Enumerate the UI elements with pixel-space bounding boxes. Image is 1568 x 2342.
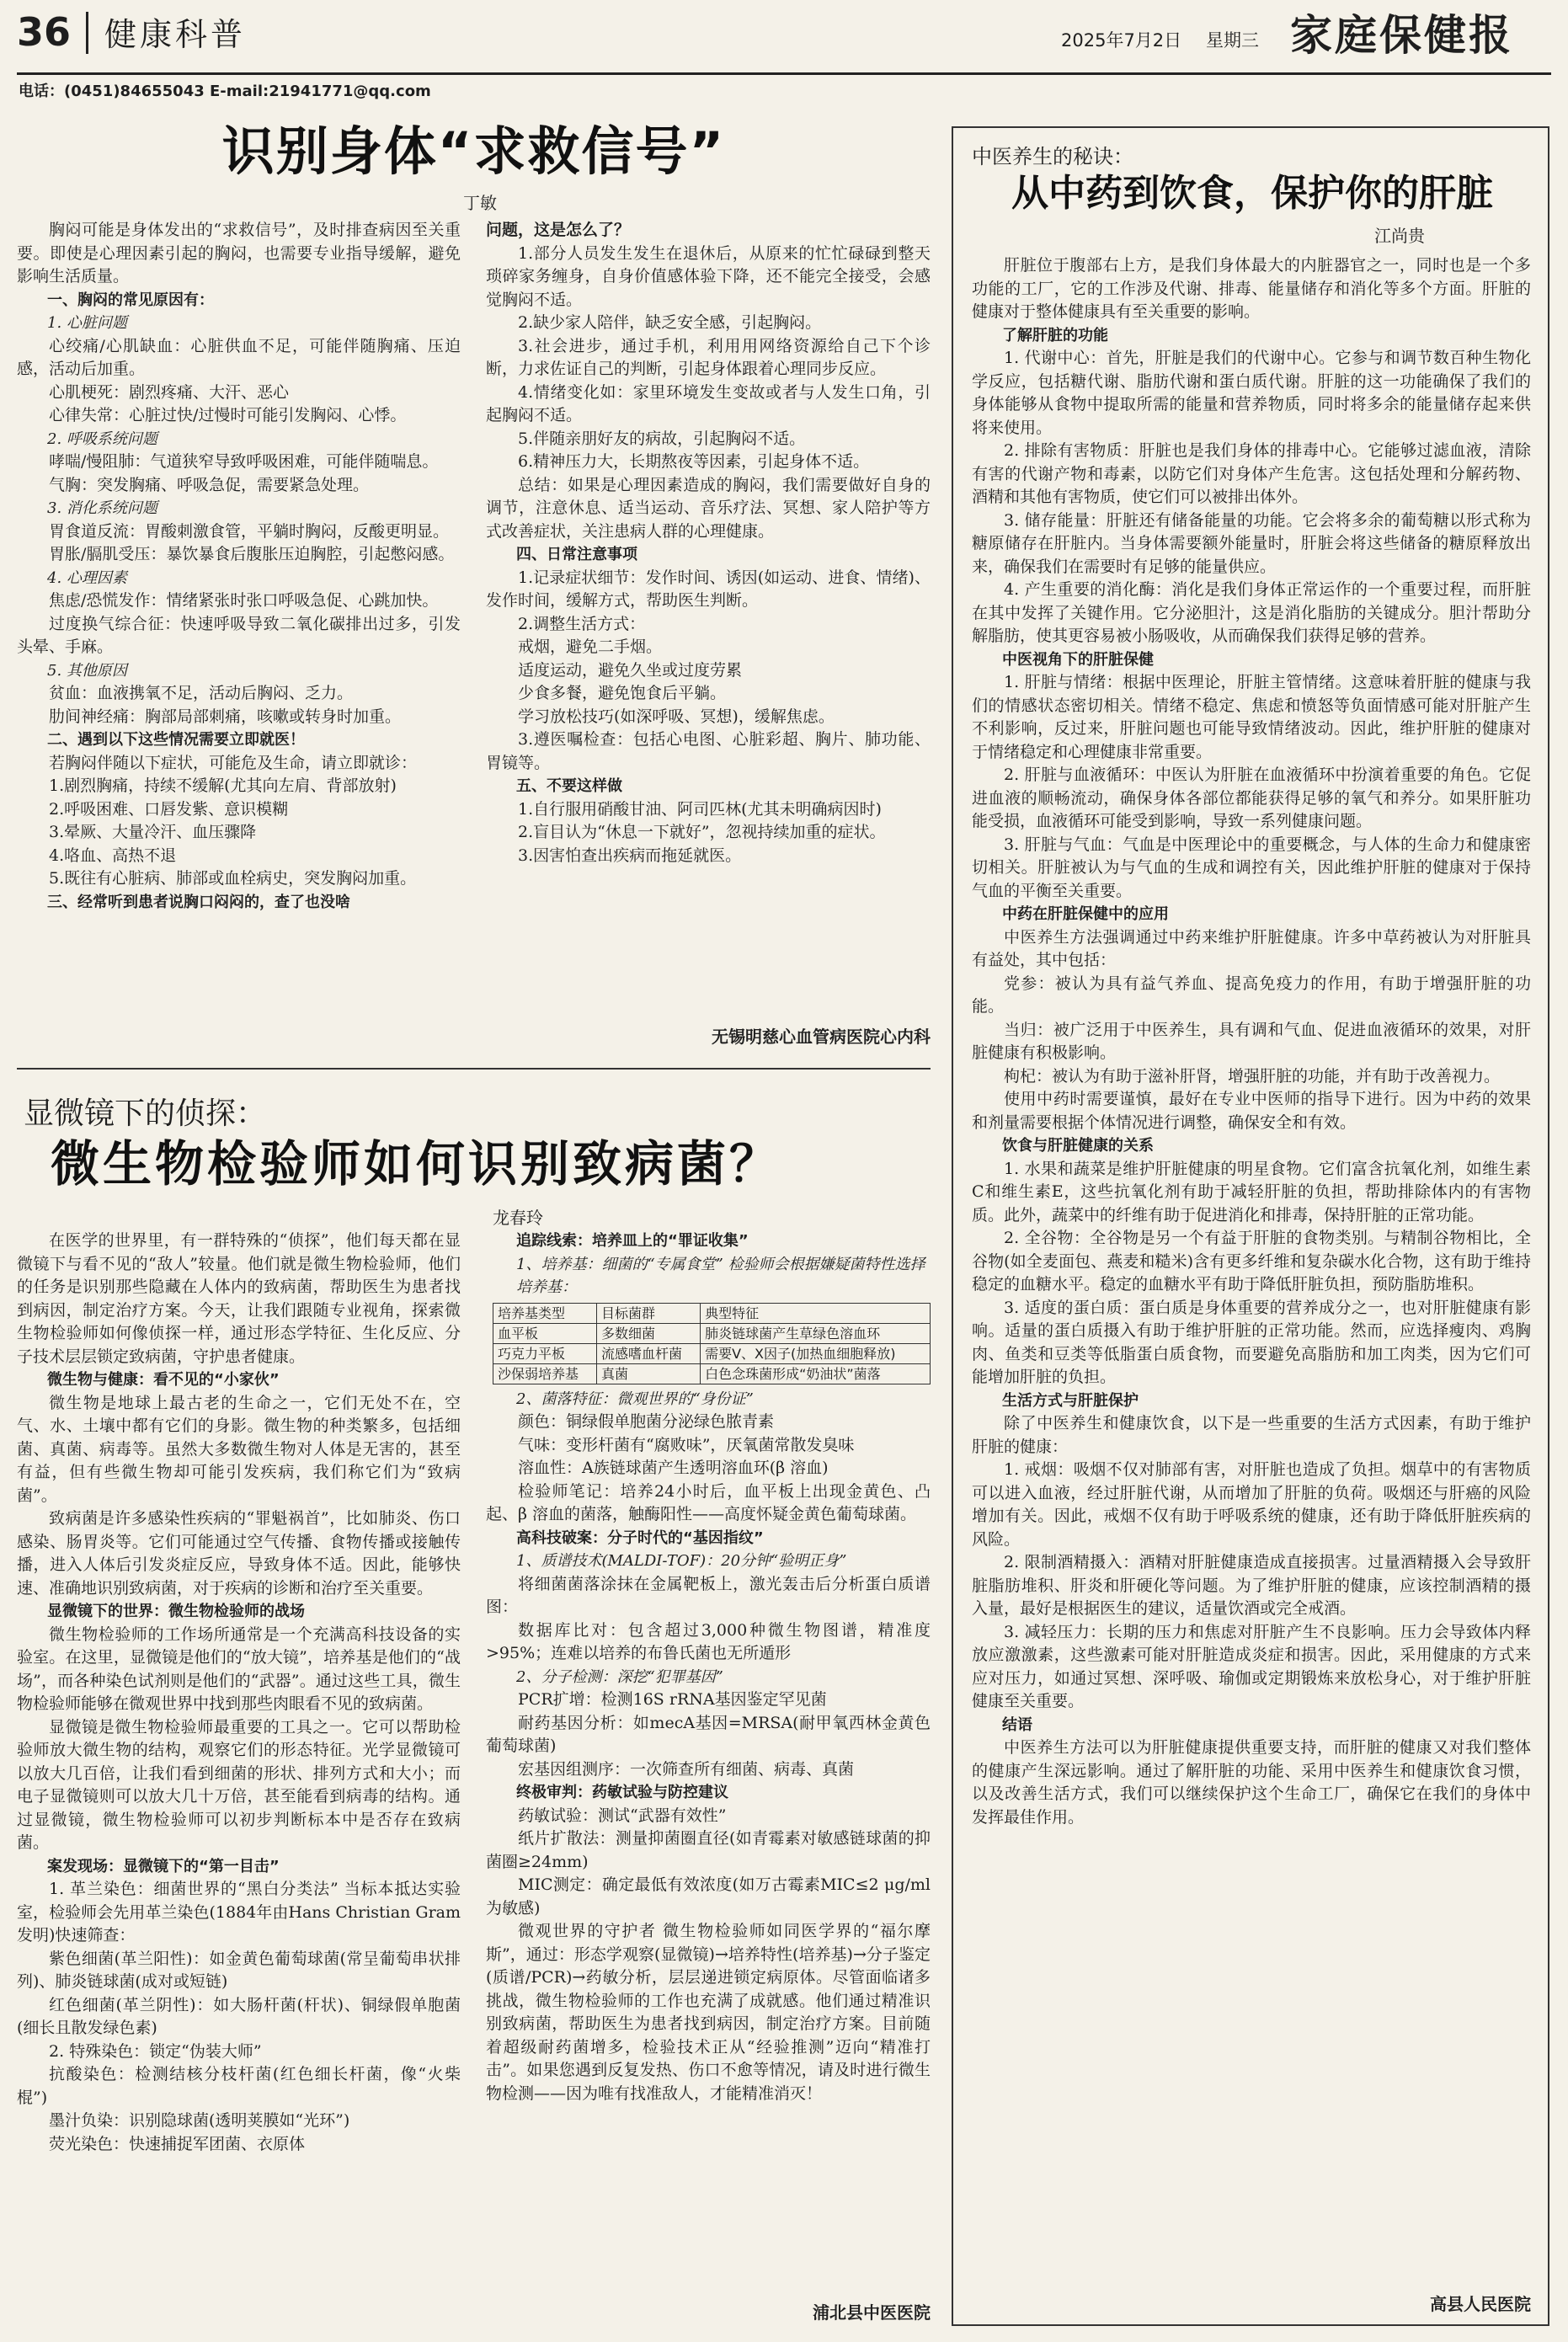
paragraph: PCR扩增：检测16S rRNA基因鉴定罕见菌 bbox=[518, 1690, 827, 1709]
article-chest-tightness bbox=[17, 105, 931, 1053]
paragraph: 少食多餐，避免饱食后平躺。 bbox=[518, 684, 727, 702]
paragraph: 在医学的世界里，有一群特殊的“侦探”，他们每天都在显微镜下与看不见的“敌人”较量。他们就是微生物检验师，他们的任务是识别那些隐藏在人体内的致病菌，帮助医生为患者找到病因，制定治疗方案。今天，让我们跟随专业视角，探索微生物检验师如何像侦探一样，通过形态学特征、生化反应、分子技术层层锁定致病菌，守护患者健康。 bbox=[17, 1231, 461, 1366]
paragraph: 1. 水果和蔬菜是维护肝脏健康的明星食物。它们富含抗氧化剂，如维生素C和维生素E，这些抗氧化剂有助于减轻肝脏的负担，帮助排除体内的有害物质。此外，蔬菜中的纤维有助于促进消化和排毒，保持肝脏的正常功能。 bbox=[972, 1159, 1531, 1224]
paragraph: 药敏试验：测试“武器有效性” bbox=[518, 1806, 727, 1825]
paragraph: 除了中医养生和健康饮食，以下是一些重要的生活方式因素，有助于维护肝脏的健康： bbox=[972, 1414, 1531, 1456]
article2-title: 从中药到饮食，保护你的肝脏 bbox=[1011, 172, 1493, 215]
paragraph: 微观世界的守护者 微生物检验师如同医学界的“福尔摩斯”，通过：形态学观察(显微镜)→培养特性(培养基)→分子鉴定(质谱/PCR)→药敏分析，层层递进锁定病原体。尽管面临诸多挑战，微生物检验师的工作也充满了成就感。他们通过精准识别致病菌，帮助医生为患者找到病因，制定治疗方案。目前随着超级耐药菌增多，检验技术正从“经验推测”迈向“精准打击”。如果您遇到反复发热、伤口不愈等情况，请及时进行微生物检测——因为唯有找准敌人，才能精准消灭！ bbox=[486, 1922, 931, 2103]
article1-title: 识别身体“求救信号” bbox=[221, 120, 726, 182]
subsection-heading: 4. 心理因素 bbox=[47, 568, 127, 587]
section-heading: 终极审判：药敏试验与防控建议 bbox=[516, 1784, 728, 1801]
article1-col-1 bbox=[17, 219, 461, 1053]
article2-body bbox=[972, 254, 1531, 2284]
section-heading: 三、经常听到患者说胸口闷闷的，查了也没啥 bbox=[47, 893, 350, 911]
section-heading: 饮食与肝脏健康的关系 bbox=[1002, 1137, 1154, 1155]
paragraph: 气味：变形杆菌有“腐败味”，厌氧菌常散发臭味 bbox=[518, 1435, 855, 1454]
article2-kicker: 中医养生的秘诀： bbox=[972, 145, 1133, 168]
article-microbiology bbox=[17, 1086, 931, 2333]
paragraph: 心绞痛/心肌缺血：心脏供血不足，可能伴随胸痛、压迫感，活动后加重。 bbox=[17, 336, 461, 378]
paragraph: 红色细菌(革兰阴性)：如大肠杆菌(杆状)、铜绿假单胞菌(细长且散发绿色素) bbox=[17, 1995, 461, 2037]
table-header-cell: 培养基类型 bbox=[493, 1303, 597, 1323]
paragraph: 3. 肝脏与气血：气血是中医理论中的重要概念，与人体的生命力和健康密切相关。肝脏被认为与气血的生成和调控有关，因此维护肝脏的健康对于保持气血的平衡至关重要。 bbox=[972, 835, 1531, 900]
table-cell: 巧克力平板 bbox=[493, 1343, 597, 1363]
section-heading: 五、不要这样做 bbox=[516, 777, 622, 795]
section-heading: 四、日常注意事项 bbox=[516, 546, 637, 563]
paragraph: 2.盲目认为“休息一下就好”，忽视持续加重的症状。 bbox=[518, 823, 886, 841]
section-title: 健康科普 bbox=[104, 16, 247, 53]
article3-kicker: 显微镜下的侦探： bbox=[24, 1096, 267, 1131]
article1-col-2 bbox=[486, 219, 931, 1053]
article2-organization: 高县人民医院 bbox=[1430, 2294, 1531, 2314]
table-row bbox=[493, 1323, 931, 1343]
paragraph: MIC测定：确定最低有效浓度(如万古霉素MIC≤2 μg/ml为敏感) bbox=[486, 1875, 931, 1918]
table-cell: 白色念珠菌形成“奶油状”菌落 bbox=[701, 1363, 931, 1384]
paragraph: 哮喘/慢阻肺：气道狭窄导致呼吸困难，可能伴随喘息。 bbox=[49, 452, 439, 471]
paragraph: 5.既往有心脏病、肺部或血栓病史，突发胸闷加重。 bbox=[49, 869, 417, 888]
section-heading: 结语 bbox=[1002, 1715, 1032, 1734]
paragraph: 若胸闷伴随以下症状，可能危及生命，请立即就诊： bbox=[49, 753, 418, 772]
table-cell: 流感嗜血杆菌 bbox=[597, 1343, 701, 1363]
header-divider bbox=[86, 12, 88, 54]
article-liver-care bbox=[952, 126, 1549, 2326]
article3-col-2-bottom bbox=[486, 1388, 931, 2106]
header-rule bbox=[17, 72, 1551, 75]
paragraph: 致病菌是许多感染性疾病的“罪魁祸首”，比如肺炎、伤口感染、肠胃炎等。它们可能通过空气传播、食物传播或接触传播，进入人体后引发炎症反应，导致身体不适。因此，能够快速、准确地识别致病菌，对于疾病的诊断和治疗至关重要。 bbox=[17, 1509, 461, 1598]
table-header-cell: 典型特征 bbox=[701, 1303, 931, 1323]
article3-col-1 bbox=[17, 1230, 461, 2324]
section-heading: 追踪线索：培养皿上的“罪证收集” bbox=[516, 1232, 749, 1250]
paragraph: 3.社会进步，通过手机，利用用网络资源给自己下个诊断，力求佐证自己的判断，引起身体跟着心理同步反应。 bbox=[486, 336, 931, 378]
paragraph: 焦虑/恐慌发作：情绪紧张时张口呼吸急促、心跳加快。 bbox=[49, 591, 439, 610]
paragraph: 4. 产生重要的消化酶：消化是我们身体正常运作的一个重要过程，而肝脏在其中发挥了关键作用。它分泌胆汁，这是消化脂肪的关键成分。胆汁帮助分解脂肪，使其更容易被小肠吸收，从而确保我们获得足够的营养。 bbox=[972, 580, 1531, 645]
article1-author: 丁敏 bbox=[463, 193, 497, 213]
subsection-heading: 2、菌落特征：微观世界的“身份证” bbox=[516, 1390, 754, 1408]
paragraph: 数据库比对：包含超过3,000种微生物图谱，精准度>95%；连难以培养的布鲁氏菌也无所遁形 bbox=[486, 1620, 931, 1662]
paragraph: 溶血性：A族链球菌产生透明溶血环(β 溶血) bbox=[518, 1459, 829, 1477]
paragraph: 2.缺少家人陪伴，缺乏安全感，引起胸闷。 bbox=[518, 313, 822, 332]
page-number: 36 bbox=[17, 9, 72, 55]
paragraph: 宏基因组测序：一次筛查所有细菌、病毒、真菌 bbox=[518, 1759, 855, 1779]
section-heading: 中医视角下的肝脏保健 bbox=[1002, 650, 1154, 669]
section-heading: 中药在肝脏保健中的应用 bbox=[1002, 905, 1169, 923]
article1-organization: 无锡明慈心血管病医院心内科 bbox=[712, 1027, 931, 1047]
paragraph: 6.精神压力大，长期熬夜等因素，引起身体不适。 bbox=[518, 452, 870, 471]
paragraph: 3. 适度的蛋白质：蛋白质是身体重要的营养成分之一，也对肝脏健康有影响。适量的蛋白质摄入有助于维护肝脏的正常功能。然而，应选择瘦肉、鸡胸肉、鱼类和豆类等低脂蛋白质食物，而要避免高脂肪和加工肉类，因为它们可能增加肝脏的负担。 bbox=[972, 1298, 1531, 1386]
paragraph: 枸杞：被认为有助于滋补肝肾，增强肝脏的功能，并有助于改善视力。 bbox=[1004, 1066, 1501, 1086]
paragraph: 胃胀/膈肌受压：暴饮暴食后腹胀压迫胸腔，引起憋闷感。 bbox=[49, 545, 455, 563]
paragraph: 1.剧烈胸痛，持续不缓解(尤其向左肩、背部放射) bbox=[49, 776, 397, 795]
paragraph: 墨汁负染：识别隐球菌(透明荚膜如“光环”) bbox=[49, 2111, 350, 2130]
paragraph: 5.伴随亲朋好友的病故，引起胸闷不适。 bbox=[518, 429, 806, 448]
paragraph: 气胸：突发胸痛、呼吸急促，需要紧急处理。 bbox=[49, 475, 370, 494]
paragraph: 1. 肝脏与情绪：根据中医理论，肝脏主管情绪。这意味着肝脏的健康与我们的情感状态密切相关。情绪不稳定、焦虑和愤怒等负面情感可能对肝脏产生不利影响，反过来，肝脏问题也可能导致情绪波动。因此，维护肝脏的健康对于情绪稳定和心理健康非常重要。 bbox=[972, 673, 1531, 761]
paragraph: 4.情绪变化如：家里环境发生变故或者与人发生口角，引起胸闷不适。 bbox=[486, 382, 931, 424]
subsection-heading: 2、分子检测：深挖“犯罪基因” bbox=[516, 1667, 723, 1686]
paragraph: 2. 排除有害物质：肝脏也是我们身体的排毒中心。它能够过滤血液，清除有害的代谢产物和毒素，以防它们对身体产生危害。这包括处理和分解药物、酒精和其他有害物质，使它们可以被排出体外。 bbox=[972, 441, 1531, 506]
culture-media-table bbox=[493, 1303, 931, 1384]
table-row bbox=[493, 1343, 931, 1363]
paragraph: 中医养生方法强调通过中药来维护肝脏健康。许多中草药被认为对肝脏具有益处，其中包括： bbox=[972, 927, 1531, 969]
paragraph: 2.呼吸困难、口唇发紫、意识模糊 bbox=[49, 799, 289, 819]
paragraph: 过度换气综合征：快速呼吸导致二氧化碳排出过多，引发头晕、手麻。 bbox=[17, 614, 461, 656]
paragraph: 心律失常：心脏过快/过慢时可能引发胸闷、心悸。 bbox=[49, 406, 407, 424]
paragraph: 总结：如果是心理因素造成的胸闷，我们需要做好自身的调节，注意休息、适当运动、音乐疗法、冥想、家人陪护等方式改善症状，关注患病人群的心理健康。 bbox=[486, 475, 931, 541]
table-cell: 沙保弱培养基 bbox=[493, 1363, 597, 1384]
paragraph: 胸闷可能是身体发出的“求救信号”，及时排查病因至关重要。即使是心理因素引起的胸闷，也需要专业指导缓解，避免影响生活质量。 bbox=[17, 221, 461, 285]
paragraph: 3. 减轻压力：长期的压力和焦虑对肝脏产生不良影响。压力会导致体内释放应激激素，这些激素可能对肝脏造成炎症和损害。因此，采用健康的方式来应对压力，如通过冥想、深呼吸、瑜伽或定期锻炼来放松身心，对于维护肝脏健康至关重要。 bbox=[972, 1622, 1531, 1710]
paragraph: 显微镜是微生物检验师最重要的工具之一。它可以帮助检验师放大微生物的结构，观察它们的形态特征。光学显微镜可以放大几百倍，让我们看到细菌的形状、排列方式和大小；而电子显微镜则可以放大几十万倍，甚至能看到病毒的结构。通过显微镜，微生物检验师可以初步判断标本中是否存在致病菌。 bbox=[17, 1717, 461, 1852]
paragraph: 3.遵医嘱检查：包括心电图、心脏彩超、胸片、肺功能、胃镜等。 bbox=[486, 730, 931, 772]
paragraph: 颜色：铜绿假单胞菌分泌绿色脓青素 bbox=[518, 1412, 775, 1431]
paragraph: 1. 革兰染色：细菌世界的“黑白分类法” 当标本抵达实验室，检验师会先用革兰染色(1884年由Hans Christian Gram发明)快速筛查： bbox=[17, 1880, 461, 1945]
section-heading: 显微镜下的世界：微生物检验师的战场 bbox=[47, 1603, 305, 1620]
paragraph: 微生物检验师的工作场所通常是一个充满高科技设备的实验室。在这里，显微镜是他们的“放大镜”，培养基是他们的“战场”，而各种染色试剂则是他们的“武器”。通过这些工具，微生物检验师能够在微观世界中找到那些肉眼看不见的致病菌。 bbox=[17, 1624, 461, 1713]
table-cell: 多数细菌 bbox=[597, 1323, 701, 1343]
table-cell: 血平板 bbox=[493, 1323, 597, 1343]
subsection-heading: 2. 呼吸系统问题 bbox=[47, 429, 157, 448]
subsection-heading: 5. 其他原因 bbox=[47, 661, 127, 680]
paragraph: 耐药基因分析：如mecA基因=MRSA(耐甲氧西林金黄色葡萄球菌) bbox=[486, 1713, 931, 1755]
paragraph: 3.晕厥、大量冷汗、血压骤降 bbox=[49, 823, 257, 841]
table-header-row bbox=[493, 1303, 931, 1323]
paragraph: 1.自行服用硝酸甘油、阿司匹林(尤其未明确病因时) bbox=[518, 799, 882, 819]
paragraph: 抗酸染色：检测结核分枝杆菌(红色细长杆菌，像“火柴棍”) bbox=[17, 2065, 461, 2107]
article3-organization: 浦北县中医医院 bbox=[813, 2302, 931, 2323]
paragraph: 当归：被广泛用于中医养生，具有调和气血、促进血液循环的效果，对肝脏健康有积极影响。 bbox=[972, 1020, 1531, 1062]
subsection-heading: 1、培养基：细菌的“专属食堂” 检验师会根据嫌疑菌特性选择培养基： bbox=[516, 1255, 925, 1296]
paragraph: 学习放松技巧(如深呼吸、冥想)，缓解焦虑。 bbox=[518, 707, 835, 726]
paragraph: 1. 戒烟：吸烟不仅对肺部有害，对肝脏也造成了负担。烟草中的有害物质可以进入血液，经过肝脏代谢，从而增加了肝脏的负荷。吸烟还与肝癌的风险增加有关。因此，戒烟不仅有助于呼吸系统的健康，还有助于降低肝脏疾病的风险。 bbox=[972, 1460, 1531, 1549]
paragraph: 肋间神经痛：胸部局部刺痛，咳嗽或转身时加重。 bbox=[49, 707, 402, 726]
paragraph: 3.因害怕查出疾病而拖延就医。 bbox=[518, 846, 742, 865]
section-heading: 高科技破案：分子时代的“基因指纹” bbox=[516, 1528, 764, 1547]
contact-line: 电话：(0451)84655043 E-mail:21941771@qq.com bbox=[19, 83, 431, 100]
table-header-cell: 目标菌群 bbox=[597, 1303, 701, 1323]
page-header bbox=[17, 7, 1551, 67]
paragraph: 戒烟，避免二手烟。 bbox=[518, 638, 663, 656]
issue-date: 2025年7月2日 bbox=[1061, 30, 1182, 51]
paragraph: 微生物是地球上最古老的生命之一，它们无处不在，空气、水、土壤中都有它们的身影。微生物的种类繁多，包括细菌、真菌、病毒等。虽然大多数微生物对人体是无害的，甚至有益，但有些微生物却可能引发疾病，我们称它们为“致病菌”。 bbox=[17, 1393, 461, 1505]
subsection-heading: 1、质谱技术(MALDI-TOF)：20分钟“验明正身” bbox=[516, 1552, 847, 1570]
paragraph: 1.部分人员发生发生在退休后，从原来的忙忙碌碌到整天琐碎家务缠身，自身价值感体验下降，还不能完全接受，会感觉胸闷不适。 bbox=[486, 243, 931, 309]
paragraph: 2.调整生活方式： bbox=[518, 614, 646, 633]
paragraph: 贫血：血液携氧不足，活动后胸闷、乏力。 bbox=[49, 684, 354, 702]
paragraph: 1.记录症状细节：发作时间、诱因(如运动、进食、情绪)、发作时间，缓解方式，帮助医生判断。 bbox=[486, 568, 931, 610]
paragraph: 问题，这是怎么了？ bbox=[486, 221, 631, 239]
paragraph: 中医养生方法可以为肝脏健康提供重要支持，而肝脏的健康又对我们整体的健康产生深远影响。通过了解肝脏的功能、采用中医养生和健康饮食习惯，以及改善生活方式，我们可以继续保护这个生命工厂，确保它在我们的身体中发挥最佳作用。 bbox=[972, 1738, 1531, 1827]
paragraph: 纸片扩散法：测量抑菌圈直径(如青霉素对敏感链球菌的抑菌圈≥24mm) bbox=[486, 1829, 931, 1871]
paragraph: 1. 代谢中心：首先，肝脏是我们的代谢中心。它参与和调节数百种生物化学反应，包括糖代谢、脂肪代谢和蛋白质代谢。肝脏的这一功能确保了我们的身体能够从食物中提取所需的能量和营养物质，同时将多余的能量储存起来供将来使用。 bbox=[972, 349, 1531, 437]
section-heading: 了解肝脏的功能 bbox=[1002, 326, 1108, 344]
section-heading: 案发现场：显微镜下的“第一目击” bbox=[47, 1857, 280, 1875]
paragraph: 党参：被认为具有益气养血、提高免疫力的作用，有助于增强肝脏的功能。 bbox=[972, 974, 1531, 1016]
paragraph: 2. 肝脏与血液循环：中医认为肝脏在血液循环中扮演着重要的角色。它促进血液的顺畅流动，确保身体各部位都能获得足够的氧气和养分。如果肝脏功能受损，血液循环可能受到影响，导致一系列健康问题。 bbox=[972, 766, 1531, 830]
section-heading: 二、遇到以下这些情况需要立即就医！ bbox=[47, 731, 305, 749]
article3-col-2-top bbox=[486, 1230, 931, 1299]
paragraph: 3. 储存能量：肝脏还有储备能量的功能。它会将多余的葡萄糖以形式称为糖原储存在肝脏内。当身体需要额外能量时，肝脏会将这些储备的糖原释放出来，确保我们在需要时有足够的能量供应。 bbox=[972, 510, 1531, 576]
article3-col-2 bbox=[486, 1230, 931, 2324]
paragraph: 使用中药时需要谨慎，最好在专业中医师的指导下进行。因为中药的效果和剂量需要根据个体情况进行调整，确保安全和有效。 bbox=[972, 1090, 1531, 1132]
table-cell: 肺炎链球菌产生草绿色溶血环 bbox=[701, 1323, 931, 1343]
article3-title: 微生物检验师如何识别致病菌？ bbox=[51, 1135, 782, 1192]
table-cell: 真菌 bbox=[597, 1363, 701, 1384]
paragraph: 检验师笔记：培养24小时后，血平板上出现金黄色、凸起、β 溶血的菌落，触酶阳性——高度怀疑金黄色葡萄球菌。 bbox=[486, 1481, 931, 1523]
article-rule-top bbox=[17, 1068, 931, 1070]
paragraph: 2. 特殊染色：锁定“伪装大师” bbox=[49, 2041, 262, 2061]
article3-author: 龙春玲 bbox=[493, 1208, 543, 1228]
paragraph: 心肌梗死：剧烈疼痛、大汗、恶心 bbox=[49, 382, 290, 402]
paragraph: 肝脏位于腹部右上方，是我们身体最大的内脏器官之一，同时也是一个多功能的工厂，它的工作涉及代谢、排毒、能量储存和消化等多个方面。肝脏的健康对于整体健康具有至关重要的影响。 bbox=[972, 256, 1531, 321]
section-heading: 生活方式与肝脏保护 bbox=[1002, 1391, 1139, 1410]
paragraph: 紫色细菌(革兰阳性)：如金黄色葡萄球菌(常呈葡萄串状排列)、肺炎链球菌(成对或短链) bbox=[17, 1949, 461, 1991]
subsection-heading: 3. 消化系统问题 bbox=[47, 499, 157, 517]
paragraph: 荧光染色：快速捕捉军团菌、衣原体 bbox=[49, 2134, 306, 2153]
section-heading: 微生物与健康：看不见的“小家伙” bbox=[47, 1371, 280, 1389]
issue-weekday: 星期三 bbox=[1206, 30, 1259, 51]
paragraph: 胃食道反流：胃酸刺激食管，平躺时胸闷，反酸更明显。 bbox=[49, 521, 450, 541]
section-heading: 一、胸闷的常见原因有： bbox=[47, 291, 214, 309]
paragraph: 4.咯血、高热不退 bbox=[49, 846, 177, 865]
table-row bbox=[493, 1363, 931, 1384]
paragraph: 2. 限制酒精摄入：酒精对肝脏健康造成直接损害。过量酒精摄入会导致肝脏脂肪堆积、肝炎和肝硬化等问题。为了维护肝脏的健康，应该控制酒精的摄入量，最好是根据医生的建议，适量饮酒或完全戒酒。 bbox=[972, 1553, 1531, 1618]
paragraph: 适度运动，避免久坐或过度劳累 bbox=[518, 660, 743, 680]
paper-name: 家庭保健报 bbox=[1290, 10, 1513, 60]
subsection-heading: 1. 心脏问题 bbox=[47, 314, 127, 332]
article2-author: 江尚贵 bbox=[1374, 226, 1425, 246]
paragraph: 将细菌菌落涂抹在金属靶板上，激光轰击后分析蛋白质谱图： bbox=[486, 1574, 931, 1616]
table-cell: 需要Ⅴ、Ⅹ因子(加热血细胞释放) bbox=[701, 1343, 931, 1363]
paragraph: 2. 全谷物：全谷物是另一个有益于肝脏的食物类别。与精制谷物相比，全谷物(如全麦面包、燕麦和糙米)含有更多纤维和复杂碳水化合物，这有助于维持稳定的血糖水平。稳定的血糖水平有助于降低肝脏负担，预防脂肪堆积。 bbox=[972, 1229, 1531, 1294]
